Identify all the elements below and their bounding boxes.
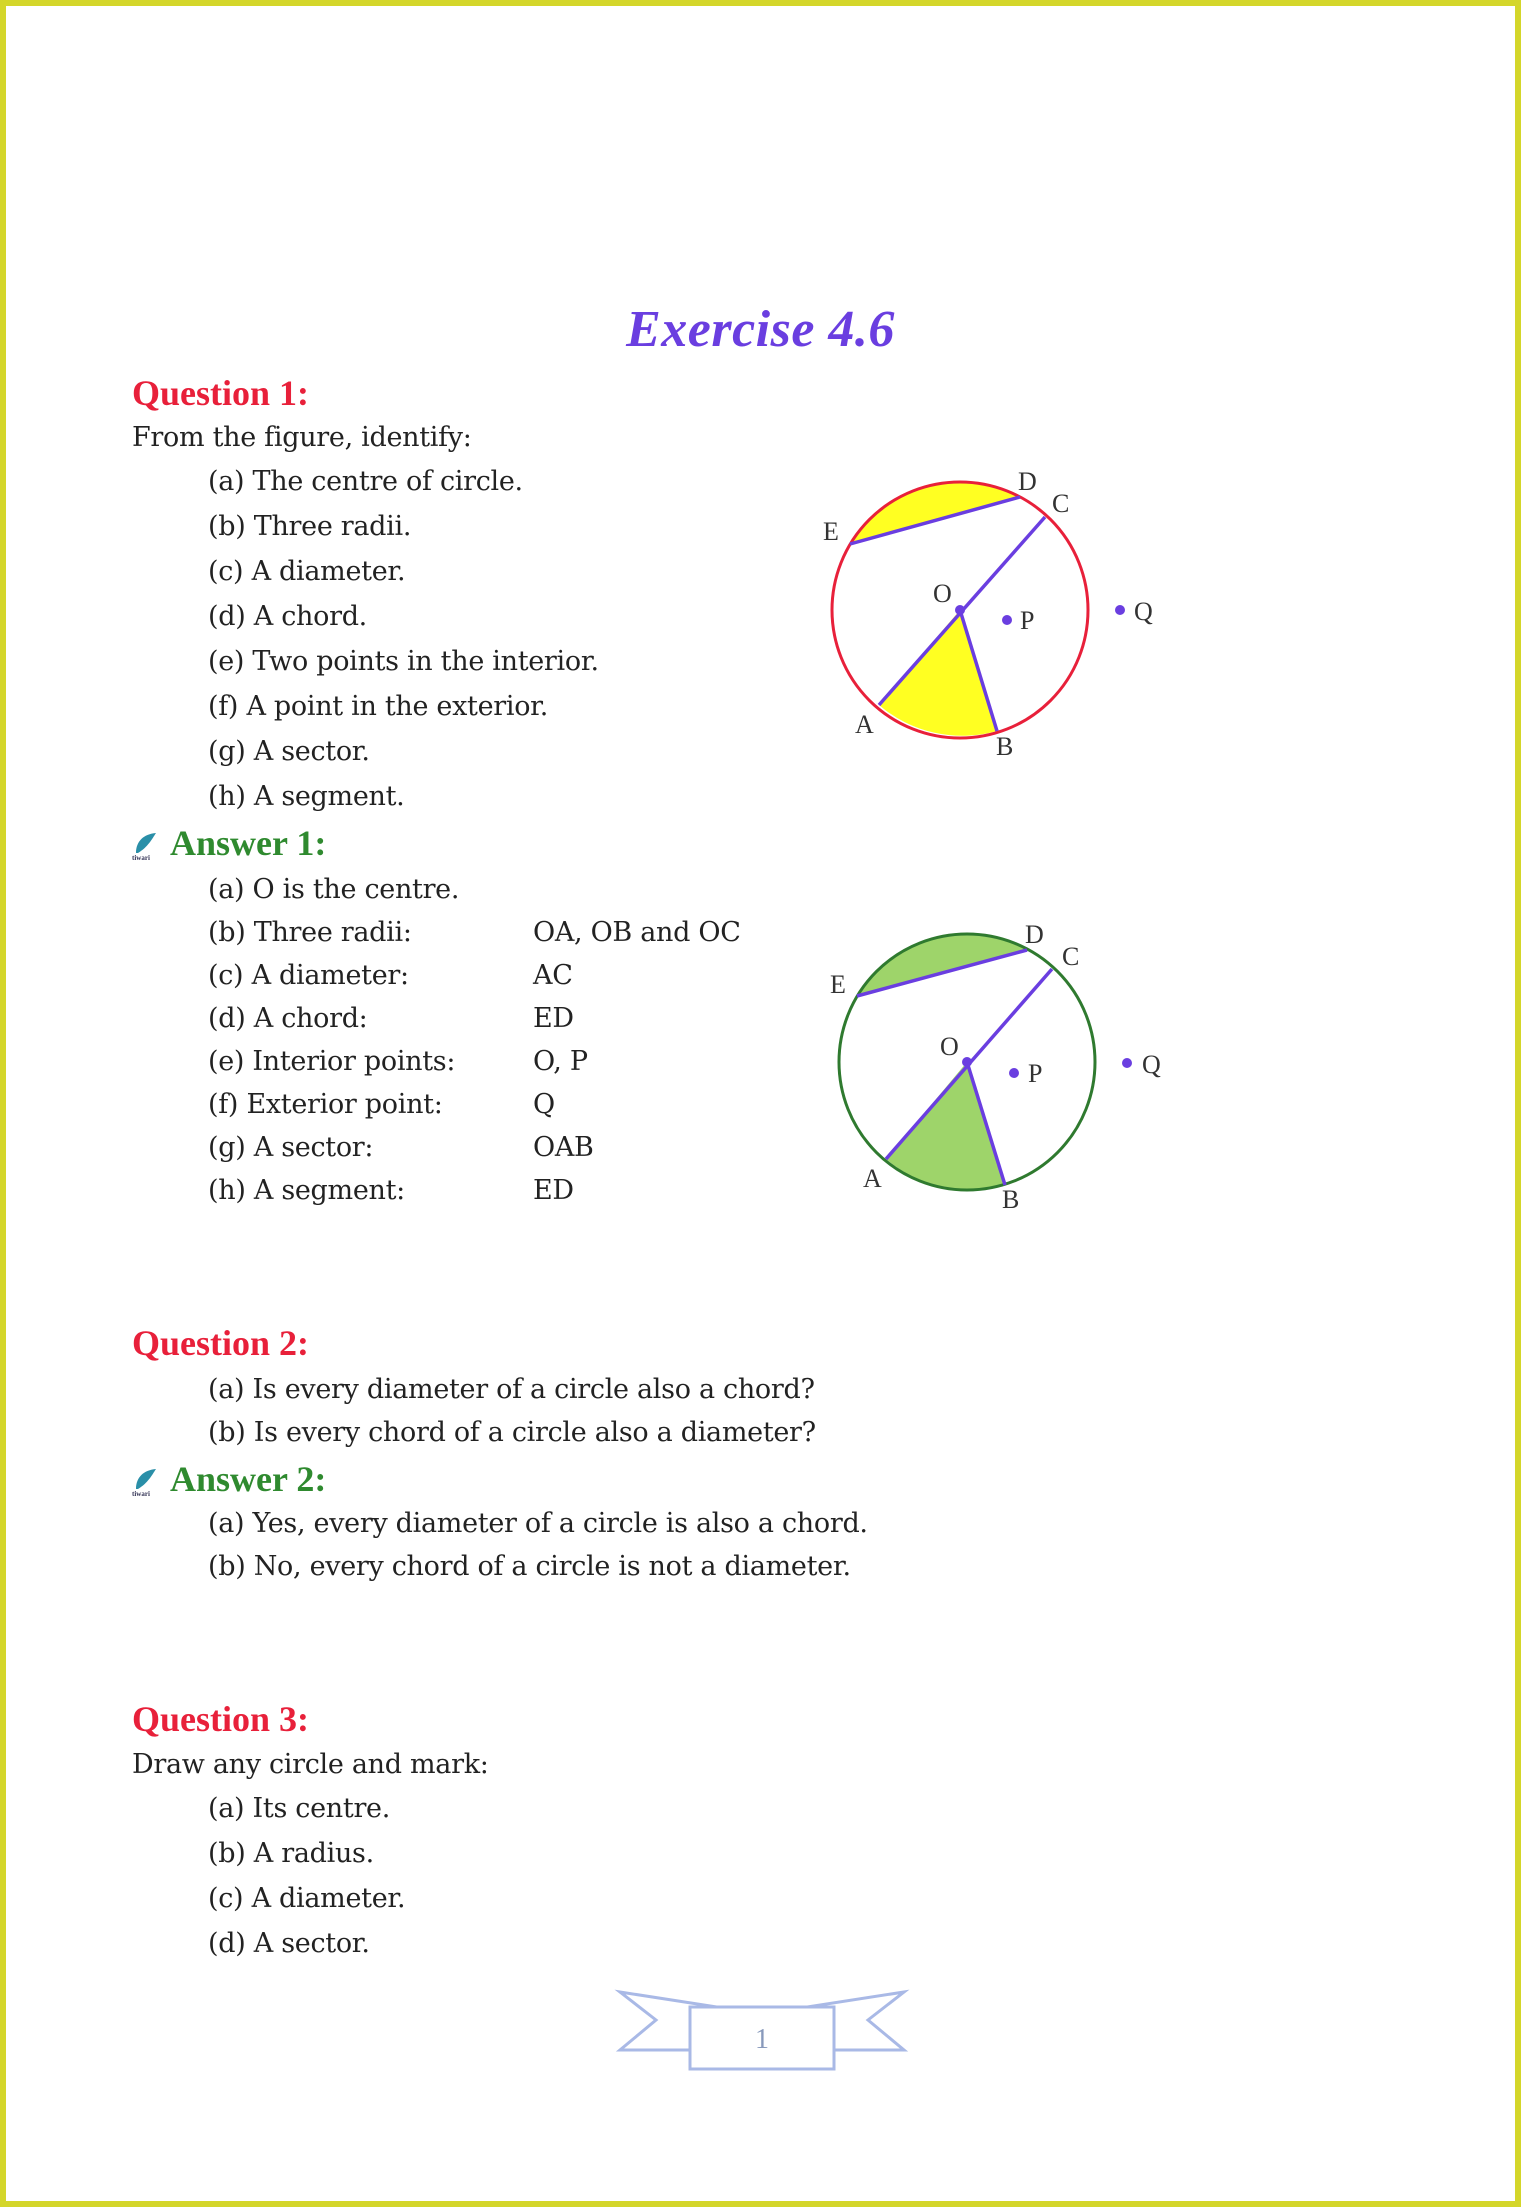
label-d: D [1018, 467, 1037, 496]
question-1-item: (c) A diameter. [208, 556, 406, 587]
answer-1-item-label: (h) A segment: [208, 1175, 405, 1206]
label-b: B [996, 732, 1014, 761]
page-number-ribbon [612, 1985, 912, 2080]
answer-1-item-label: (a) O is the centre. [208, 874, 460, 905]
label-q: Q [1142, 1050, 1161, 1079]
label-e: E [823, 517, 839, 546]
label-c: C [1062, 942, 1080, 971]
label-q: Q [1134, 597, 1153, 626]
page-title: Exercise 4.6 [626, 301, 895, 358]
answer-2-heading-text: Answer 2: [170, 1459, 327, 1499]
question-1-item: (a) The centre of circle. [208, 466, 523, 497]
label-p: P [1020, 606, 1035, 635]
tiwari-logo-icon [132, 1464, 160, 1497]
answer-1-item-value: ED [533, 1175, 574, 1206]
label-c: C [1052, 489, 1070, 518]
answer-1-item-label: (c) A diameter: [208, 960, 409, 991]
question-3-item: (c) A diameter. [208, 1883, 406, 1914]
answer-1-circle-figure [800, 910, 1200, 1240]
svg-text:tiwari: tiwari [132, 1490, 150, 1497]
answer-1-item-label: (f) Exterior point: [208, 1089, 443, 1120]
answer-1-item-value: OA, OB and OC [533, 917, 741, 948]
answer-1-heading-text: Answer 1: [170, 823, 327, 863]
answer-2-heading [132, 1458, 326, 1500]
question-2-heading: Question 2: [132, 1323, 310, 1363]
answer-1-heading [132, 822, 326, 864]
answer-1-item-value: O, P [533, 1046, 588, 1077]
question-1-circle-figure [800, 450, 1200, 780]
answer-1-item-label: (d) A chord: [208, 1003, 368, 1034]
question-3-item: (b) A radius. [208, 1838, 374, 1869]
tiwari-logo-icon [132, 828, 160, 861]
question-1-heading: Question 1: [132, 373, 310, 413]
label-o: O [940, 1032, 959, 1061]
question-1-item: (h) A segment. [208, 781, 405, 812]
label-e: E [830, 970, 846, 999]
svg-text:tiwari: tiwari [132, 854, 150, 861]
question-2-item: (a) Is every diameter of a circle also a chord? [208, 1374, 815, 1405]
question-3-heading: Question 3: [132, 1699, 310, 1739]
answer-2-item: (b) No, every chord of a circle is not a diameter. [208, 1551, 851, 1582]
answer-1-item-label: (e) Interior points: [208, 1046, 456, 1077]
page-number: 1 [755, 2024, 769, 2055]
question-1-item: (f) A point in the exterior. [208, 691, 549, 722]
label-d: D [1025, 920, 1044, 949]
question-1-item: (b) Three radii. [208, 511, 412, 542]
label-a: A [855, 710, 874, 739]
answer-1-item-value: AC [533, 960, 573, 991]
answer-1-item-label: (g) A sector: [208, 1132, 374, 1163]
answer-1-item-value: Q [533, 1089, 555, 1120]
question-3-item: (a) Its centre. [208, 1793, 391, 1824]
question-1-item: (g) A sector. [208, 736, 370, 767]
question-3-intro: Draw any circle and mark: [132, 1749, 489, 1780]
answer-1-item-label: (b) Three radii: [208, 917, 412, 948]
answer-1-item-value: OAB [533, 1132, 594, 1163]
answer-1-item-value: ED [533, 1003, 574, 1034]
label-o: O [933, 579, 952, 608]
question-2-item: (b) Is every chord of a circle also a diameter? [208, 1417, 816, 1448]
question-3-item: (d) A sector. [208, 1928, 370, 1959]
label-a: A [863, 1164, 882, 1193]
question-1-item: (d) A chord. [208, 601, 367, 632]
label-b: B [1002, 1185, 1020, 1214]
answer-2-item: (a) Yes, every diameter of a circle is also a chord. [208, 1508, 868, 1539]
label-p: P [1028, 1059, 1043, 1088]
question-1-item: (e) Two points in the interior. [208, 646, 599, 677]
question-1-intro: From the figure, identify: [132, 422, 472, 453]
